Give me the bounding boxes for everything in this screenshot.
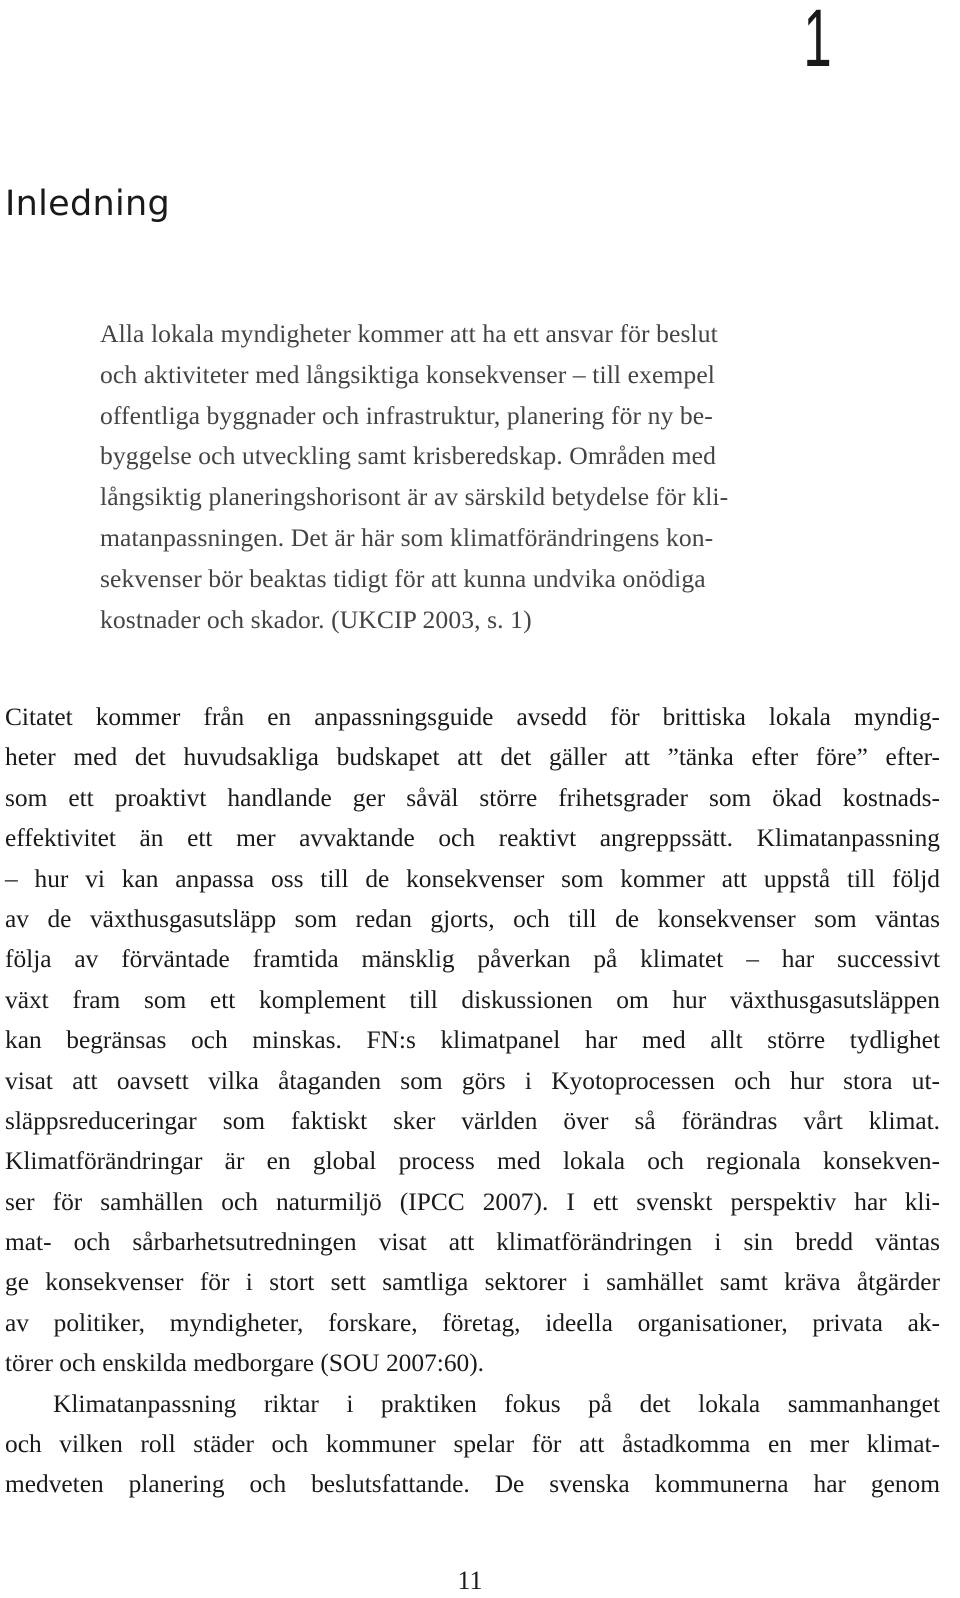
body-line: medveten planering och beslutsfattande. De svenska kommunerna har genom: [5, 1470, 940, 1499]
body-line: – hur vi kan anpassa oss till de konsekvenser som kommer att uppstå till följd: [5, 864, 940, 893]
paragraph-2: [5, 1384, 940, 1505]
paragraph-1: [5, 697, 940, 1384]
quote-line: kostnader och skador. (UKCIP 2003, s. 1): [100, 604, 532, 634]
body-line: heter med det huvudsakliga budskapet att det gäller att ”tänka efter före” efter-: [5, 743, 940, 772]
body-line: som ett proaktivt handlande ger såväl större frihetsgrader som ökad kostnads-: [5, 783, 940, 812]
body-line: av politiker, myndigheter, forskare, företag, ideella organisationer, privata ak-: [5, 1308, 940, 1337]
chapter-number: 1: [803, 0, 832, 84]
quote-line: byggelse och utveckling samt krisberedskap. Områden med: [100, 441, 717, 471]
body-line: av de växthusgasutsläpp som redan gjorts, och till de konsekvenser som väntas: [5, 904, 940, 933]
quote-line: Alla lokala myndigheter kommer att ha ett ansvar för beslut: [100, 319, 718, 348]
body-line: visat att oavsett vilka åtaganden som görs i Kyotoprocessen och hur stora ut-: [5, 1066, 940, 1095]
quote-line: långsiktig planeringshorisont är av särskild betydelse för kli-: [100, 482, 729, 512]
body-line: växt fram som ett komplement till diskussionen om hur växthusgasutsläppen: [5, 985, 940, 1014]
body-line: Klimatförändringar är en global process med lokala och regionala konsekven-: [5, 1147, 940, 1176]
body-text: [5, 697, 940, 1505]
quote-line: offentliga byggnader och infrastruktur, planering för ny be-: [100, 400, 713, 430]
body-line: effektivitet än ett mer avvaktande och reaktivt angreppssätt. Klimatanpassning: [5, 824, 940, 853]
quote-line: och aktiviteter med långsiktiga konsekvenser – till exempel: [100, 359, 716, 389]
body-line: törer och enskilda medborgare (SOU 2007:60).: [5, 1349, 485, 1378]
block-quote: [100, 314, 830, 640]
quote-line: matanpassningen. Det är här som klimatförändringens kon-: [100, 522, 714, 552]
body-line: ser för samhällen och naturmiljö (IPCC 2007). I ett svenskt perspektiv har kli-: [5, 1187, 940, 1216]
body-line: följa av förväntade framtida mänsklig påverkan på klimatet – har successivt: [5, 945, 940, 974]
body-line: och vilken roll städer och kommuner spelar för att åstadkomma en mer klimat-: [5, 1430, 940, 1459]
body-line: släppsreduceringar som faktiskt sker världen över så förändras vårt klimat.: [5, 1106, 940, 1135]
chapter-title: Inledning: [5, 184, 170, 224]
body-line: Citatet kommer från en anpassningsguide avsedd för brittiska lokala myndig-: [5, 703, 940, 731]
page-number: 11: [457, 1566, 483, 1595]
body-line: Klimatanpassning riktar i praktiken fokus på det lokala sammanhanget: [53, 1389, 940, 1418]
quote-line: sekvenser bör beaktas tidigt för att kunna undvika onödiga: [100, 563, 706, 593]
body-line: ge konsekvenser för i stort sett samtliga sektorer i samhället samt kräva åtgärder: [5, 1268, 940, 1297]
body-line: mat- och sårbarhetsutredningen visat att klimatförändringen i sin bredd väntas: [5, 1228, 940, 1257]
body-line: kan begränsas och minskas. FN:s klimatpanel har med allt större tydlighet: [5, 1026, 940, 1055]
